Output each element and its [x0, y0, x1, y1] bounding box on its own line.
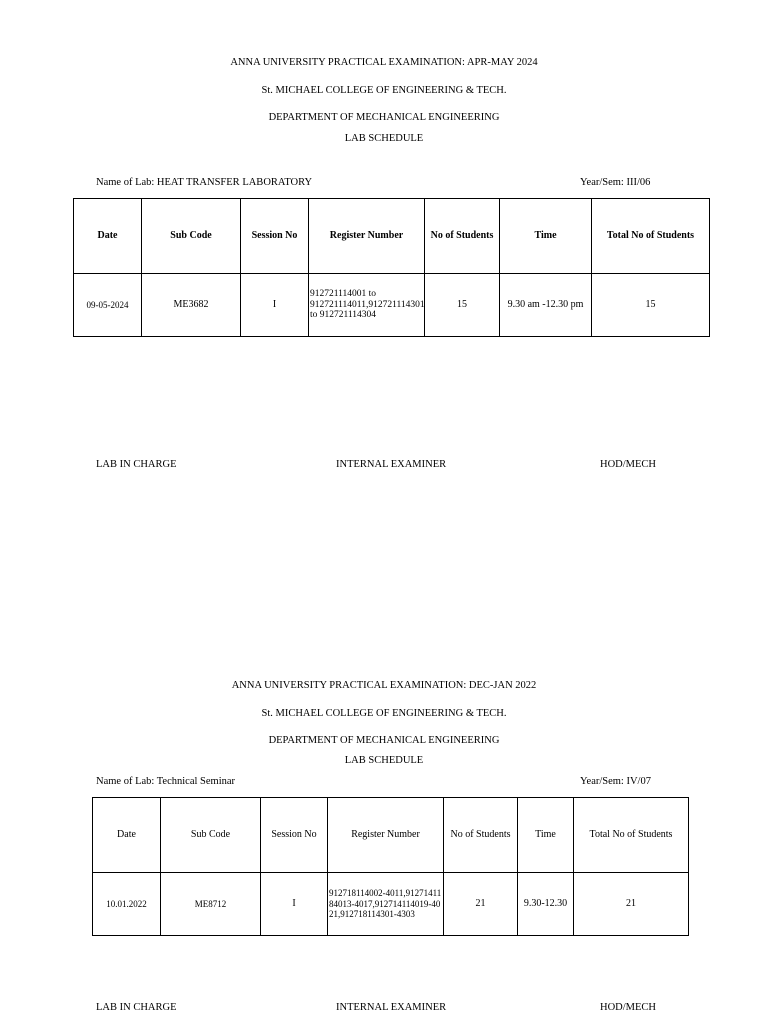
cell-register-number: 912721114001 to 912721114011,912721114301 to 912721114304 — [309, 274, 425, 337]
header-time: Time — [500, 199, 592, 274]
schedule-table — [92, 797, 689, 936]
cell-time: 9.30 am -12.30 pm — [500, 274, 592, 337]
lab-name: Name of Lab: Technical Seminar — [96, 776, 236, 787]
document-title: LAB SCHEDULE — [344, 755, 424, 766]
header-sub-code: Sub Code — [161, 798, 261, 873]
cell-date: 10.01.2022 — [93, 873, 161, 936]
cell-no-of-students: 21 — [444, 873, 518, 936]
header-time: Time — [518, 798, 574, 873]
schedule-table — [73, 198, 710, 337]
header-date: Date — [93, 798, 161, 873]
header-no-of-students: No of Students — [444, 798, 518, 873]
signature-lab-in-charge: LAB IN CHARGE — [96, 1002, 177, 1013]
cell-session-no: I — [241, 274, 309, 337]
department-name: DEPARTMENT OF MECHANICAL ENGINEERING — [268, 735, 500, 746]
year-sem: Year/Sem: III/06 — [580, 177, 651, 188]
signature-lab-in-charge: LAB IN CHARGE — [96, 459, 177, 470]
header-register-number: Register Number — [309, 199, 425, 274]
cell-date: 09-05-2024 — [74, 274, 142, 337]
document-title: LAB SCHEDULE — [344, 133, 424, 144]
cell-no-of-students: 15 — [425, 274, 500, 337]
year-sem: Year/Sem: IV/07 — [580, 776, 651, 787]
cell-total-no-of-students: 15 — [592, 274, 710, 337]
header-total-no-of-students: Total No of Students — [592, 199, 710, 274]
college-name: St. MICHAEL COLLEGE OF ENGINEERING & TECH. — [261, 85, 507, 96]
exam-title: ANNA UNIVERSITY PRACTICAL EXAMINATION: DEC-JAN 2022 — [231, 680, 537, 691]
cell-register-number: 912718114002-4011,9127141184013-4017,912714114019-4021,912718114301-4303 — [328, 873, 444, 936]
college-name: St. MICHAEL COLLEGE OF ENGINEERING & TECH. — [261, 708, 507, 719]
header-sub-code: Sub Code — [142, 199, 241, 274]
header-session-no: Session No — [241, 199, 309, 274]
header-total-no-of-students: Total No of Students — [574, 798, 689, 873]
signature-hod: HOD/MECH — [600, 459, 657, 470]
table-row — [74, 274, 710, 337]
cell-time: 9.30-12.30 — [518, 873, 574, 936]
cell-sub-code: ME8712 — [161, 873, 261, 936]
header-register-number: Register Number — [328, 798, 444, 873]
signature-hod: HOD/MECH — [600, 1002, 657, 1013]
table-header-row — [74, 199, 710, 274]
header-no-of-students: No of Students — [425, 199, 500, 274]
cell-session-no: I — [261, 873, 328, 936]
header-date: Date — [74, 199, 142, 274]
table-header-row — [93, 798, 689, 873]
department-name: DEPARTMENT OF MECHANICAL ENGINEERING — [268, 112, 500, 123]
exam-title: ANNA UNIVERSITY PRACTICAL EXAMINATION: APR-MAY 2024 — [230, 57, 538, 68]
signature-internal-examiner: INTERNAL EXAMINER — [336, 459, 447, 470]
table-row — [93, 873, 689, 936]
cell-sub-code: ME3682 — [142, 274, 241, 337]
header-session-no: Session No — [261, 798, 328, 873]
lab-name: Name of Lab: HEAT TRANSFER LABORATORY — [96, 177, 313, 188]
cell-total-no-of-students: 21 — [574, 873, 689, 936]
signature-internal-examiner: INTERNAL EXAMINER — [336, 1002, 447, 1013]
